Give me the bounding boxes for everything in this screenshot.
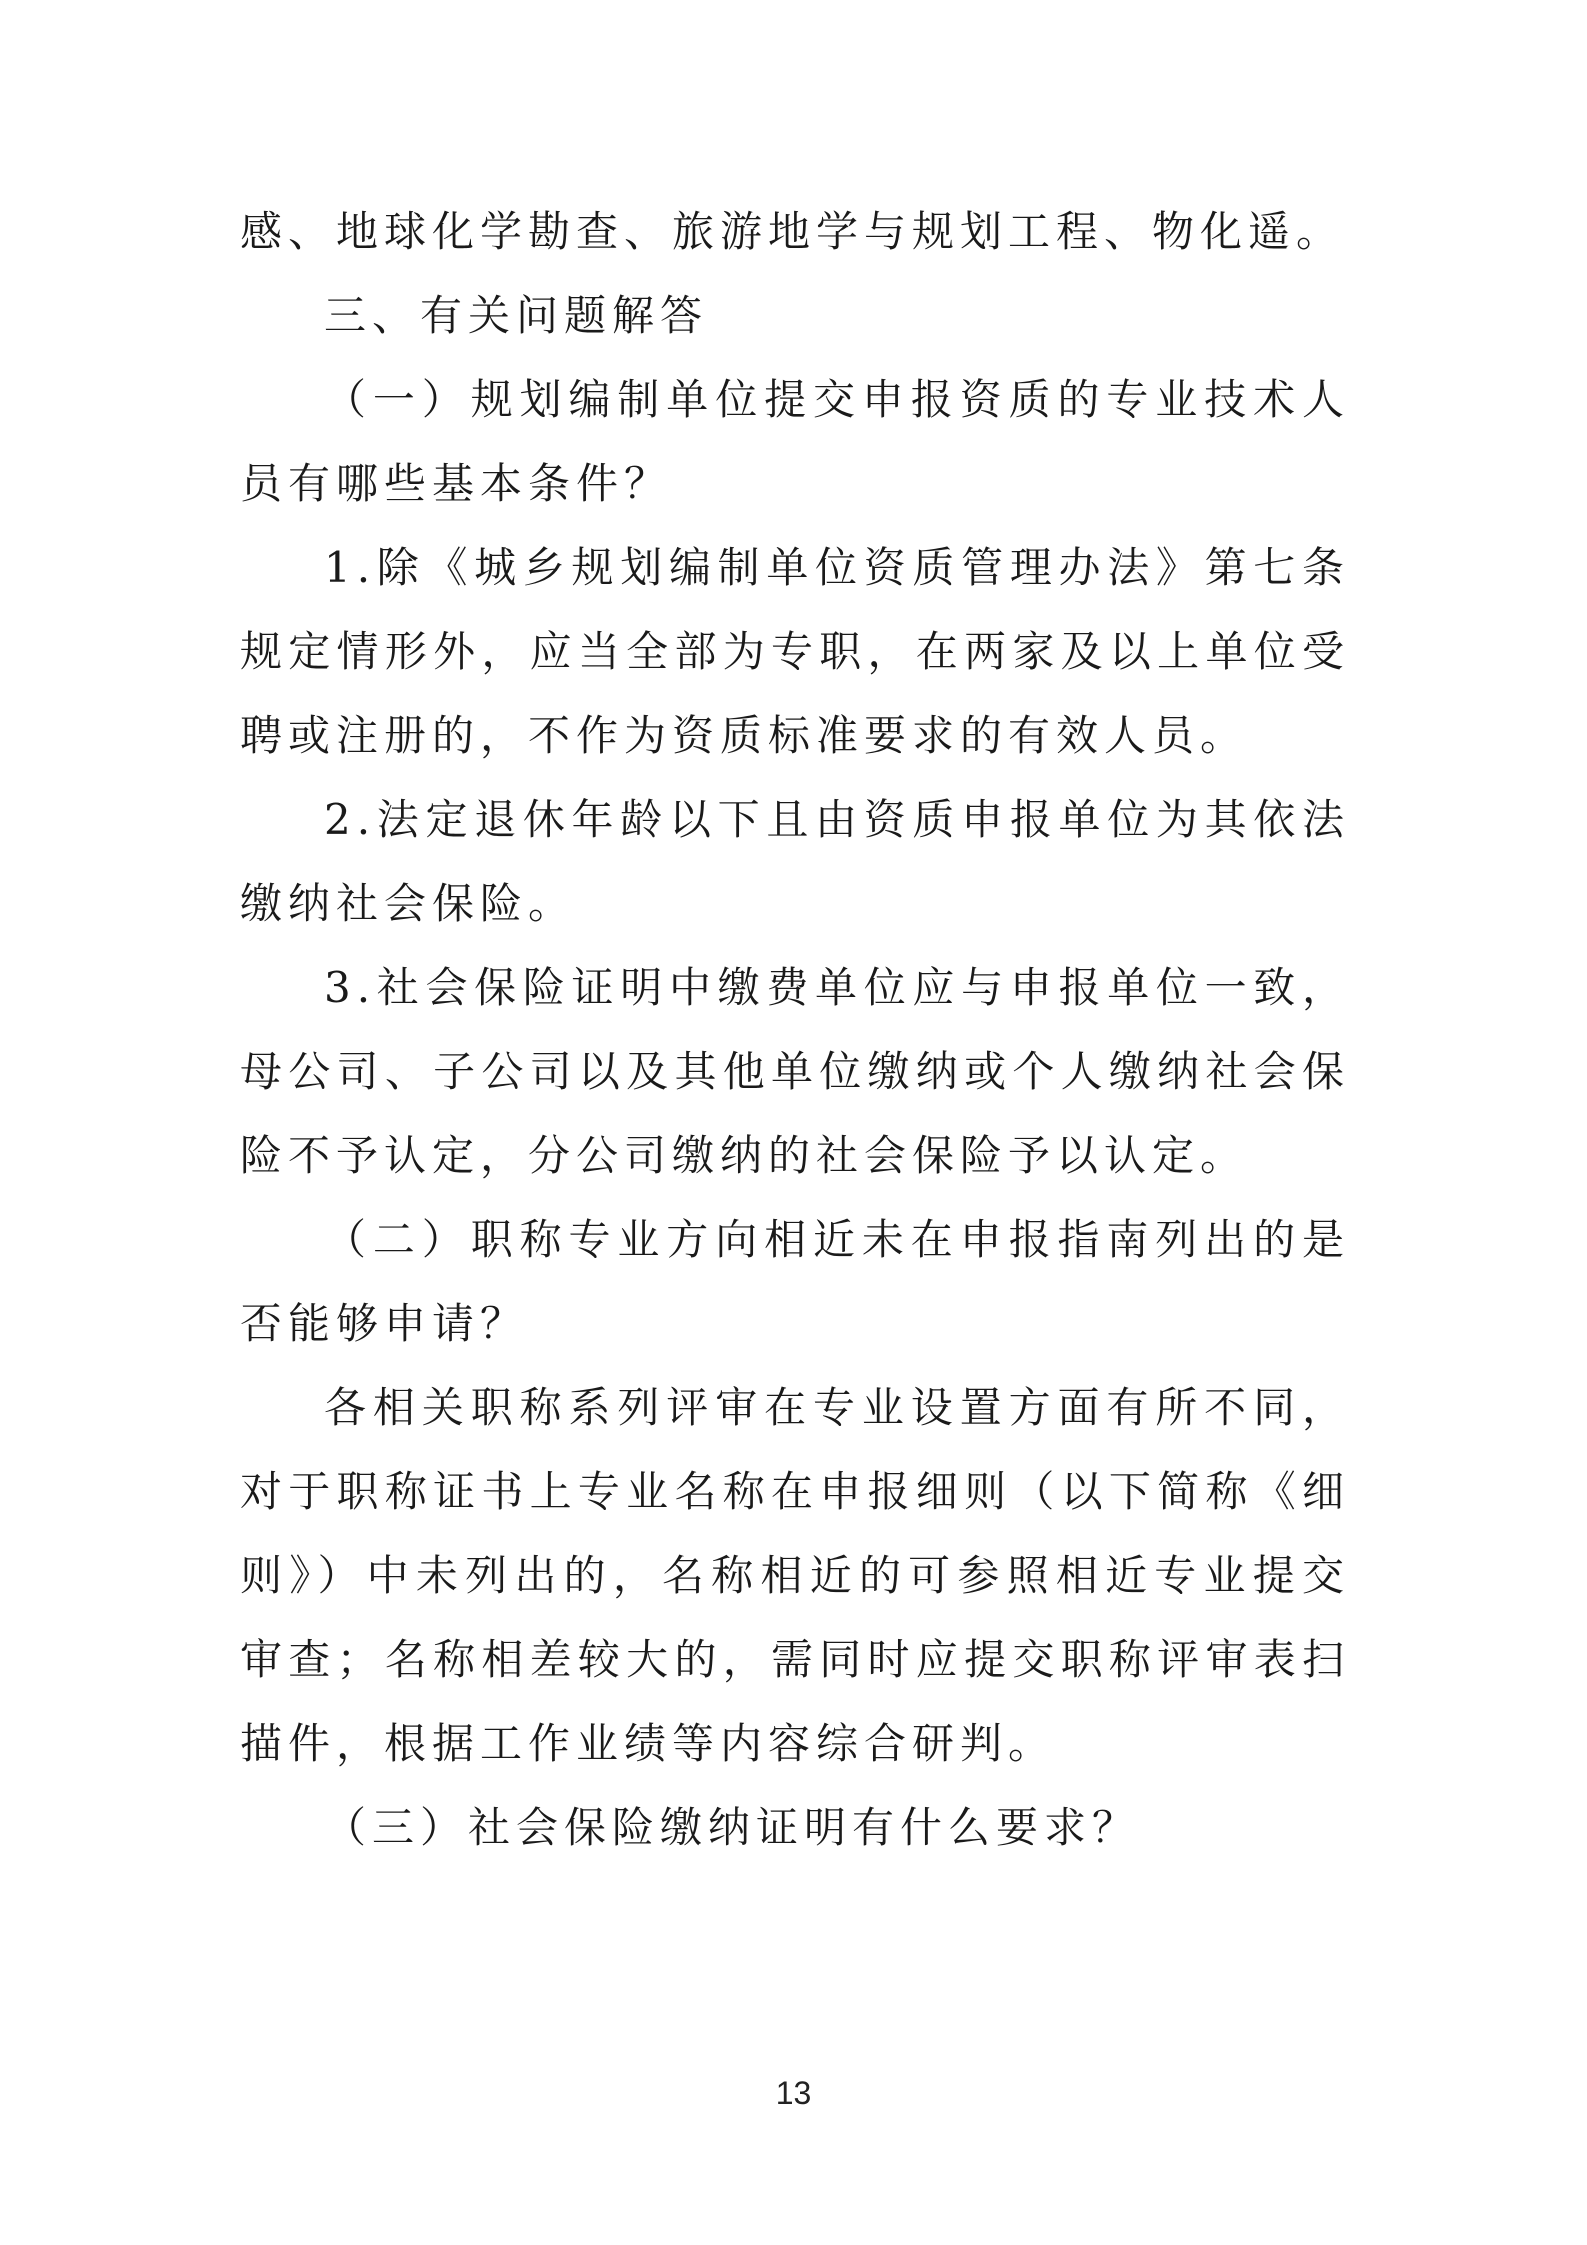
answer-1-item-3: 3.社会保险证明中缴费单位应与申报单位一致，母公司、子公司以及其他单位缴纳或个人缴纳社会保险不予认定，分公司缴纳的社会保险予以认定。 xyxy=(240,963,1350,1180)
answer-1-item-2: 2.法定退休年龄以下且由资质申报单位为其依法缴纳社会保险。 xyxy=(240,795,1350,928)
document-body xyxy=(240,190,1350,1870)
answer-1-item-1: 1.除《城乡规划编制单位资质管理办法》第七条规定情形外，应当全部为专职，在两家及以上单位受聘或注册的，不作为资质标准要求的有效人员。 xyxy=(240,543,1350,760)
question-3: （三）社会保险缴纳证明有什么要求？ xyxy=(324,1803,1141,1852)
answer-2: 各相关职称系列评审在专业设置方面有所不同，对于职称证书上专业名称在申报细则（以下简称《细则》）中未列出的，名称相近的可参照相近专业提交审查；名称相差较大的，需同时应提交职称评审表扫描件，根据工作业绩等内容综合研判。 xyxy=(240,1383,1350,1768)
question-2: （二）职称专业方向相近未在申报指南列出的是否能够申请？ xyxy=(240,1215,1350,1348)
question-1: （一）规划编制单位提交申报资质的专业技术人员有哪些基本条件？ xyxy=(240,375,1350,508)
paragraph-continuation: 感、地球化学勘查、旅游地学与规划工程、物化遥。 xyxy=(240,207,1345,256)
page-number: 13 xyxy=(775,2075,812,2111)
section-heading: 三、有关问题解答 xyxy=(324,291,709,340)
